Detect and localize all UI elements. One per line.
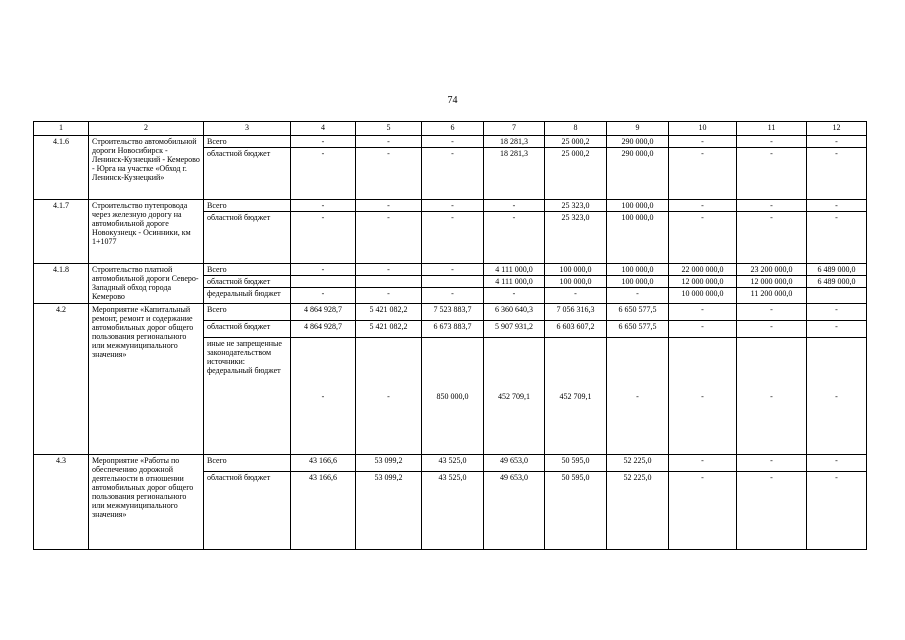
value-cell: 10 000 000,0 [669, 288, 737, 304]
value-cell: - [737, 136, 807, 148]
value-cell: 18 281,3 [484, 148, 545, 200]
value-cell: 850 000,0 [422, 338, 484, 455]
value-cell: 290 000,0 [607, 148, 669, 200]
value-cell: 11 200 000,0 [737, 288, 807, 304]
value-cell: 452 709,1 [545, 338, 607, 455]
funding-source: областной бюджет [204, 472, 291, 550]
value-cell: 23 200 000,0 [737, 264, 807, 276]
column-header: 12 [807, 122, 867, 136]
value-cell: - [356, 338, 422, 455]
value-cell: - [669, 304, 737, 321]
row-title: Строительство платной автомобильной дороги Северо-Западный обход города Кемерово [89, 264, 204, 304]
funding-source: Всего [204, 136, 291, 148]
header-row [34, 122, 867, 136]
value-cell: - [291, 148, 356, 200]
column-header: 7 [484, 122, 545, 136]
value-cell: - [545, 288, 607, 304]
value-cell: - [422, 212, 484, 264]
value-cell: - [607, 338, 669, 455]
value-cell: - [356, 200, 422, 212]
value-cell: - [669, 321, 737, 338]
value-cell: 4 111 000,0 [484, 264, 545, 276]
value-cell: - [291, 264, 356, 276]
value-cell: 6 489 000,0 [807, 276, 867, 288]
table-row [34, 136, 867, 148]
value-cell: - [737, 321, 807, 338]
value-cell: - [807, 200, 867, 212]
value-cell: 22 000 000,0 [669, 264, 737, 276]
value-cell: 100 000,0 [545, 276, 607, 288]
value-cell: - [291, 212, 356, 264]
column-header: 4 [291, 122, 356, 136]
budget-table [33, 121, 867, 550]
table-row [34, 264, 867, 276]
value-cell: 6 673 883,7 [422, 321, 484, 338]
row-title: Мероприятие «Работы по обеспечению дорожной деятельности в отношении автомобильных дорог общего пользования регионального или межмуниципального значения» [89, 455, 204, 550]
value-cell: - [669, 148, 737, 200]
value-cell: - [669, 212, 737, 264]
value-cell: - [737, 455, 807, 472]
funding-source: областной бюджет [204, 321, 291, 338]
value-cell: - [807, 136, 867, 148]
column-header: 6 [422, 122, 484, 136]
value-cell: - [484, 200, 545, 212]
value-cell: - [669, 338, 737, 455]
value-cell: - [807, 455, 867, 472]
table-body [34, 136, 867, 550]
funding-source: иные не запрещенные законодательством источники: федеральный бюджет [204, 338, 291, 455]
value-cell: 43 525,0 [422, 472, 484, 550]
value-cell: 7 523 883,7 [422, 304, 484, 321]
value-cell: - [669, 472, 737, 550]
value-cell [422, 276, 484, 288]
value-cell: - [356, 212, 422, 264]
value-cell: - [422, 148, 484, 200]
value-cell: 100 000,0 [607, 200, 669, 212]
value-cell: 18 281,3 [484, 136, 545, 148]
value-cell: - [356, 148, 422, 200]
value-cell: 12 000 000,0 [669, 276, 737, 288]
value-cell: 53 099,2 [356, 472, 422, 550]
row-number: 4.3 [34, 455, 89, 550]
table-row [34, 304, 867, 321]
column-header: 5 [356, 122, 422, 136]
funding-source: Всего [204, 200, 291, 212]
value-cell: - [422, 200, 484, 212]
value-cell: - [422, 288, 484, 304]
table-row [34, 200, 867, 212]
funding-source: областной бюджет [204, 148, 291, 200]
value-cell: 6 489 000,0 [807, 264, 867, 276]
value-cell: 5 421 082,2 [356, 321, 422, 338]
value-cell: 100 000,0 [607, 264, 669, 276]
value-cell: 49 653,0 [484, 455, 545, 472]
value-cell: - [422, 264, 484, 276]
column-header: 2 [89, 122, 204, 136]
value-cell: 52 225,0 [607, 455, 669, 472]
value-cell: 4 864 928,7 [291, 321, 356, 338]
value-cell: - [291, 288, 356, 304]
value-cell: 6 603 607,2 [545, 321, 607, 338]
value-cell: - [807, 338, 867, 455]
value-cell: 25 000,2 [545, 148, 607, 200]
column-header: 11 [737, 122, 807, 136]
value-cell: - [737, 338, 807, 455]
value-cell: 100 000,0 [607, 212, 669, 264]
value-cell: 4 864 928,7 [291, 304, 356, 321]
value-cell: 5 421 082,2 [356, 304, 422, 321]
value-cell: - [737, 472, 807, 550]
value-cell: - [669, 136, 737, 148]
row-title: Строительство автомобильной дороги Новосибирск - Ленинск-Кузнецкий - Кемерово - Юрга на участке «Обход г. Ленинск-Кузнецкий» [89, 136, 204, 200]
value-cell: 25 323,0 [545, 200, 607, 212]
value-cell: - [737, 212, 807, 264]
page-number: 74 [447, 95, 458, 106]
value-cell: - [669, 200, 737, 212]
table-row [34, 455, 867, 472]
value-cell: - [291, 338, 356, 455]
value-cell: 25 323,0 [545, 212, 607, 264]
value-cell: - [484, 212, 545, 264]
row-number: 4.1.8 [34, 264, 89, 304]
row-number: 4.1.6 [34, 136, 89, 200]
value-cell: 5 907 931,2 [484, 321, 545, 338]
value-cell [291, 276, 356, 288]
funding-source: Всего [204, 264, 291, 276]
column-header: 9 [607, 122, 669, 136]
value-cell: - [291, 136, 356, 148]
row-number: 4.2 [34, 304, 89, 455]
value-cell: - [422, 136, 484, 148]
value-cell: 52 225,0 [607, 472, 669, 550]
column-header: 8 [545, 122, 607, 136]
value-cell: - [356, 264, 422, 276]
value-cell: 43 166,6 [291, 472, 356, 550]
value-cell: 43 166,6 [291, 455, 356, 472]
value-cell: 49 653,0 [484, 472, 545, 550]
funding-source: федеральный бюджет [204, 288, 291, 304]
value-cell: - [669, 455, 737, 472]
funding-source: областной бюджет [204, 276, 291, 288]
row-title: Мероприятие «Капитальный ремонт, ремонт и содержание автомобильных дорог общего пользования регионального или межмуниципального значения» [89, 304, 204, 455]
value-cell: - [484, 288, 545, 304]
value-cell: 6 650 577,5 [607, 321, 669, 338]
value-cell: - [807, 212, 867, 264]
value-cell: 12 000 000,0 [737, 276, 807, 288]
value-cell: 50 595,0 [545, 472, 607, 550]
value-cell: 4 111 000,0 [484, 276, 545, 288]
value-cell: - [356, 136, 422, 148]
value-cell: 43 525,0 [422, 455, 484, 472]
value-cell: 6 650 577,5 [607, 304, 669, 321]
value-cell [807, 288, 867, 304]
value-cell: 7 056 316,3 [545, 304, 607, 321]
value-cell: 100 000,0 [545, 264, 607, 276]
value-cell: 53 099,2 [356, 455, 422, 472]
value-cell: 25 000,2 [545, 136, 607, 148]
row-title: Строительство путепровода через железную дорогу на автомобильной дороге Новокузнецк - Осинники, км 1+1077 [89, 200, 204, 264]
value-cell: 50 595,0 [545, 455, 607, 472]
value-cell: - [807, 321, 867, 338]
value-cell: 6 360 640,3 [484, 304, 545, 321]
column-header: 1 [34, 122, 89, 136]
value-cell: - [807, 148, 867, 200]
funding-source: Всего [204, 304, 291, 321]
value-cell: 452 709,1 [484, 338, 545, 455]
value-cell: - [607, 288, 669, 304]
value-cell: - [737, 200, 807, 212]
value-cell: - [291, 200, 356, 212]
value-cell: 290 000,0 [607, 136, 669, 148]
value-cell: 100 000,0 [607, 276, 669, 288]
column-header: 10 [669, 122, 737, 136]
funding-source: Всего [204, 455, 291, 472]
value-cell [356, 276, 422, 288]
value-cell: - [356, 288, 422, 304]
value-cell: - [737, 304, 807, 321]
funding-source: областной бюджет [204, 212, 291, 264]
value-cell: - [737, 148, 807, 200]
column-header: 3 [204, 122, 291, 136]
value-cell: - [807, 304, 867, 321]
value-cell: - [807, 472, 867, 550]
row-number: 4.1.7 [34, 200, 89, 264]
